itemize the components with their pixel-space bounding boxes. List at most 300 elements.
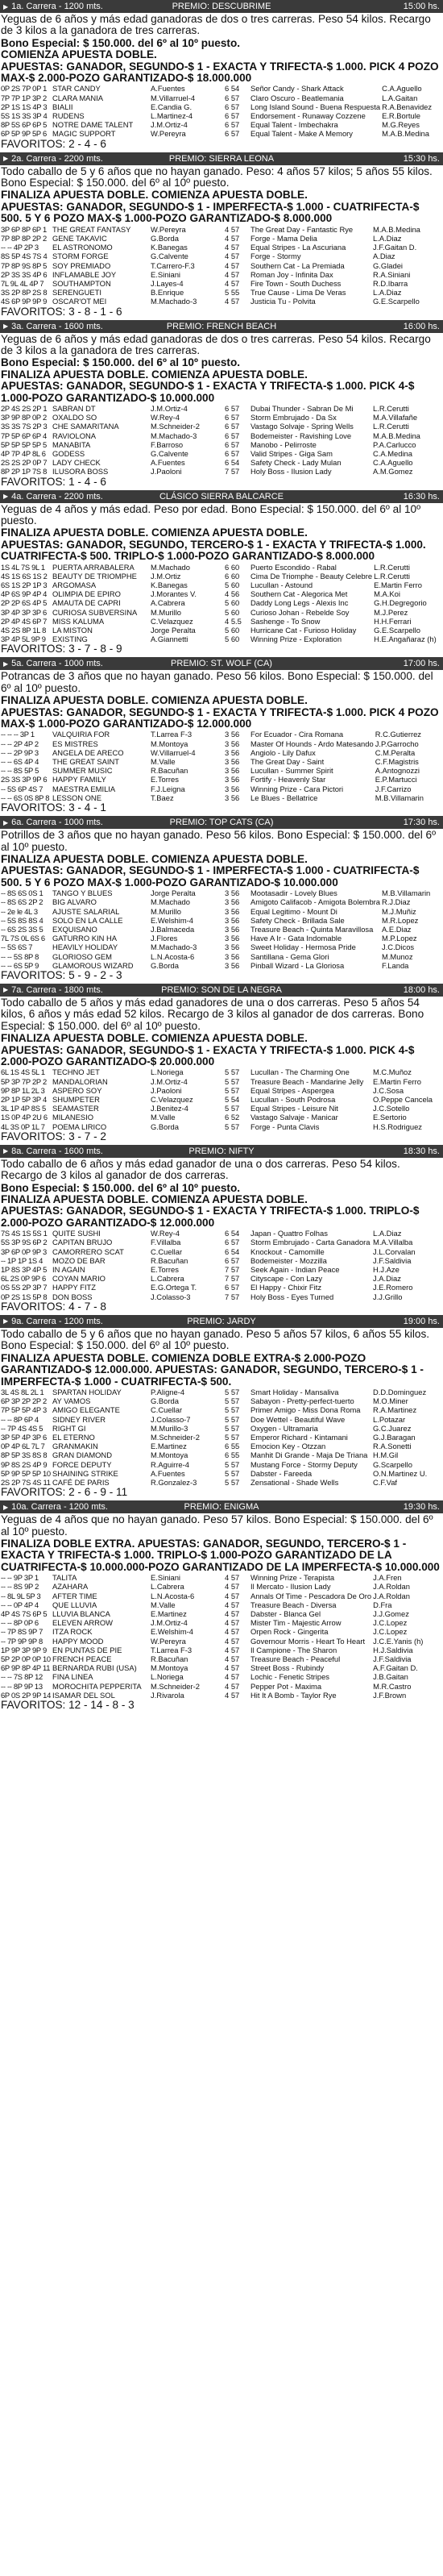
age-weight: 5 57 [225,1459,240,1469]
age-weight: 4 57 [225,1627,240,1637]
entry-row [0,1424,443,1433]
recent-form: -- 8S 6S 0S 1 [1,888,43,898]
recent-form: 2P 2P 6S 4P 5 [1,598,48,608]
age-weight: 3 56 [225,934,240,943]
age-weight: 6 57 [225,422,240,431]
horse-name: SHUMPETER [52,1095,100,1104]
entry-row [0,288,443,297]
horse-name: ILUSORA BOSS [52,467,109,476]
jockey: J.Layes-4 [151,278,184,288]
jockey: C.Velazquez [151,616,193,626]
jockey: M.Machado-3 [151,297,197,306]
trainer: C.M.Peralta [375,747,416,757]
age-weight: 6 57 [225,120,240,130]
entry-row [0,1229,443,1238]
trainer: E.R.Bortule [382,111,420,121]
trainer: P.A.Carlucco [373,439,416,449]
recent-form: -- 8L 9L 5P 3 [1,1591,41,1600]
pedigree: Mister Tim - Majestic Arrow [250,1618,342,1628]
race-betting-info: Bono Especial: $ 150.000. del 6º al 10º puesto. COMIENZA APUESTA DOBLE. APUESTAS: GANADOR, SEGUNDO-$ 1 - EXACTA Y TRIFECTA-$ 1.000. PICK 4 POZO MAX-$ 2.000-POZO GARANTIZADO-$ 18.000.000 [1,36,439,85]
age-weight: 6 57 [225,1255,240,1265]
entries-table [0,404,443,476]
race-number: 3a. Carrera - 1600 mts. [11,321,103,331]
trainer: J.A.Fren [373,1573,402,1583]
entry-row [0,297,443,306]
pedigree: Lucullan - The Charming One [250,1067,350,1077]
jockey: E.Welshim-4 [151,915,193,925]
recent-form: 7S 4S 1S 5S 1 [1,1229,48,1238]
entry-row [0,111,443,120]
age-weight: 4 57 [225,1600,240,1609]
age-weight: 3 56 [225,784,240,793]
horse-name: GRAN DIAMOND [52,1450,112,1460]
pedigree: Oxygen - Ultramaria [250,1423,318,1433]
race-betting-info: FINALIZA APUESTA DOBLE. COMIENZA DOBLE EXTRA-$ 2.000-POZO GARANTIZADO-$ 12.000.000. APUESTAS: GANADOR, SEGUNDO, TERCERO-$ 1 - IMPERFECTA-$ 1.000 - CUATRIFECTA-$ 500. [1,1351,424,1388]
favorites-line: FAVORITOS: 3 - 7 - 8 - 9 [1,643,122,655]
trainer: J.C.Sotello [373,1104,410,1113]
race-header-bar [0,984,443,997]
pedigree: Lucullan - Summer Spirit [250,766,333,776]
jockey: Jorge Peralta [151,626,196,635]
recent-form: -- -- 9P 3P 1 [1,1573,39,1583]
trainer: H.H.Ferrari [374,616,412,626]
jockey: J.M.Ortiz-4 [151,403,188,413]
age-weight: 6 60 [225,562,240,572]
horse-name: ASPERO SOY [52,1085,102,1095]
horse-name: ANGELA DE ARECO [52,747,124,757]
entry-row [0,617,443,626]
jockey: J.Paoloni [151,1085,182,1095]
recent-form: -- -- 7S 8P 12 [1,1672,43,1682]
age-weight: 6 57 [225,102,240,111]
age-weight: 4 57 [225,1663,240,1673]
pedigree: Amigoto Califacob - Amigota Bolembra [250,897,381,907]
trainer: G.E.Scarpello [373,297,420,306]
age-weight: 5 60 [225,626,240,635]
jockey: C.Velazquez [151,1095,193,1104]
recent-form: 4P 4S 7S 6P 5 [1,1608,48,1618]
recent-form: 4P 7P 4P 8L 6 [1,448,46,458]
entry-row [0,1113,443,1122]
trainer: M.A.Koi [374,589,400,599]
race-section [0,1145,443,1315]
arrow-right-icon: ▶ [3,660,9,668]
arrow-right-icon: ▶ [3,986,9,994]
jockey: L.N.Acosta-6 [151,1591,195,1600]
entry-row [0,1388,443,1396]
recent-form: 7P 7P 1P 3P 2 [1,93,47,102]
race-prize: PREMIO: SON DE LA NEGRA [161,984,282,995]
jockey: M.Murillo [151,607,182,617]
arrow-right-icon: ▶ [3,1147,9,1155]
jockey: L.Noriega [151,1067,184,1077]
jockey: R.Bacuñan [151,766,188,776]
pedigree: Pepper Pot - Maxima [250,1681,322,1691]
jockey: L.N.Acosta-6 [151,951,195,961]
jockey: F.J.Leigna [151,784,185,793]
jockey: G.Calvente [151,252,188,261]
recent-form: -- -- 2P 9P 3 [1,747,39,757]
race-conditions: Yeguas de 6 años y más edad ganadoras de dos o tres carreras. Peso 54 kilos. Recargo de 3 kilos a la ganadora de tres carreras. [1,13,431,37]
horse-name: IN AGAIN [52,1265,85,1275]
recent-form: -- -- 8P 9P 13 [1,1681,43,1691]
trainer: M.B.Villamarin [382,888,431,898]
favorites-line: FAVORITOS: 3 - 4 - 1 [1,801,106,814]
age-weight: 5 57 [225,1414,240,1424]
recent-form: -- -- 6S 0S 8P 8 [1,793,50,802]
trainer: C.A.Medina [373,448,412,458]
trainer: R.J.Diaz [382,897,411,907]
pedigree: True Cause - Lima De Veras [250,288,346,298]
horse-name: MANABITA [52,439,91,449]
pedigree: Manobo - Pelirroste [250,439,317,449]
horse-name: FRENCH PEACE [52,1654,112,1663]
entries-table [0,1229,443,1301]
horse-name: SOUTHAMPTON [52,278,111,288]
recent-form: 3L 4S 8L 2L 1 [1,1387,44,1396]
horse-name: HAPPY FITZ [52,1283,97,1292]
jockey: M.Villarruel-4 [151,93,196,102]
trainer: L.R.Cerutti [374,571,410,581]
pedigree: Cima De Triomphe - Beauty Celebre [250,571,373,581]
horse-name: NOTRE DAME TALENT [52,120,134,130]
race-time: 18:00 hs. [403,984,440,995]
trainer: R.C.Gutierrez [375,730,421,739]
age-weight: 3 56 [225,766,240,776]
favorites-line: FAVORITOS: 5 - 9 - 2 - 3 [1,968,122,981]
trainer: J.C.Lopez [373,1627,408,1637]
pedigree: Storm Embrujado - Da Sx [250,413,337,422]
race-betting-info: Bono Especial: $ 150.000. del 6º al 10º puesto. FINALIZA APUESTA DOBLE. COMIENZA APUESTA DOBLE. APUESTAS: GANADOR, SEGUNDO-$ 1 - EXACTA Y TRIFECTA-$ 1.000. PICK 4-$ 1.000-POZO GARANTIZADO-$ 10.000.000 [1,356,415,404]
trainer: H.S.Rodriguez [373,1122,422,1131]
race-number: 9a. Carrera - 1200 mts. [11,1316,103,1326]
horse-name: DON BOSS [52,1292,93,1301]
trainer: M.A.B.Medina [373,224,420,234]
pedigree: Annals Of Time - Pescadora De Oro [250,1591,372,1600]
pedigree: Holy Boss - Ilusion Lady [250,467,332,476]
horse-name: AMIGO ELEGANTE [52,1405,120,1415]
trainer: C.A.Aguello [382,84,422,94]
recent-form: -- -- 8P 0P 6 [1,1618,39,1628]
pedigree: Daddy Long Legs - Alexis Inc [250,598,349,608]
race-conditions: Todo caballo de 6 años y más edad ganador de una o dos carreras. Peso 54 kilos. Recargo de 3 kilos al ganador de dos carreras. [1,1157,400,1182]
entry-row [0,757,443,766]
age-weight: 6 54 [225,458,240,468]
entry-row [0,1283,443,1292]
horse-name: POEMA LIRICO [52,1122,107,1131]
pedigree: Claro Oscuro - Beatlemania [250,93,344,102]
horse-name: ITZA ROCK [52,1627,93,1637]
trainer: J.C.Dicos [382,943,415,952]
pedigree: Puerto Escondido - Rabal [250,562,337,572]
age-weight: 3 56 [225,943,240,952]
race-betting-info: FINALIZA APUESTA DOBLE. COMIENZA APUESTA DOBLE. APUESTAS: GANADOR, SEGUNDO, TERCERO-$ 1 - EXACTA Y TRIFECTA-$ 1.000. CUATRIFECTA-$ 500. TRIPLO-$ 1.000-POZO GARANTIZADO-$ 8.000.000 [1,526,426,563]
age-weight: 4 5.5 [225,616,242,626]
entry-row [0,458,443,467]
horse-name: INFLAMABLE JOY [52,269,117,279]
entry-row [0,784,443,793]
race-prize: PREMIO: FRENCH BEACH [166,321,277,331]
recent-form: 4S 6P 9P 9P 9 [1,297,48,306]
trainer: H.E.Angañaraz (h) [374,635,437,644]
entry-row [0,897,443,906]
recent-form: 3P 6P 8P 6P 1 [1,224,47,234]
jockey: W.Pereyra [151,1636,186,1646]
horse-name: TANGO Y BLUES [52,888,113,898]
entry-row [0,739,443,748]
age-weight: 4 57 [225,269,240,279]
pedigree: Winning Prize - Cara Pictori [250,784,344,793]
jockey: R.Gonzalez-3 [151,1477,197,1487]
horse-name: THE GREAT FANTASY [52,224,131,234]
jockey: M.Schneider-2 [151,1681,200,1691]
race-conditions: Todo caballo de 5 años y más edad ganadores de una o dos carreras. Peso 5 años 54 kilos, 6 años y más edad 52 kilos. Recargo de 3 kilos al ganador de dos carreras. Bono Especial: $ 150.000. del 6º al 10º puesto. [1,996,424,1032]
pedigree: Emperor Richard - Kintamani [250,1432,348,1442]
horse-name: GENE TAKAVIC [52,233,107,243]
jockey: J.Balmaceda [151,924,195,934]
entries-table [0,730,443,802]
horse-name: GATURRO KIN HA [52,934,118,943]
jockey: E.Candia G. [151,102,193,111]
horse-name: RUDENS [52,111,85,121]
entry-row [0,730,443,739]
age-weight: 4 57 [225,1672,240,1682]
jockey: L.Noriega [151,1672,184,1682]
trainer: A.Diaz [373,252,395,261]
age-weight: 6 57 [225,403,240,413]
trainer: H.M.Gil [373,1450,399,1460]
jockey: A.Giannetti [151,635,188,644]
pedigree: Sashenge - To Snow [250,616,321,626]
pedigree: Winning Prize - Exploration [250,635,342,644]
age-weight: 3 56 [225,775,240,784]
trainer: M.J.Perez [374,607,408,617]
jockey: E.Welshim-4 [151,1627,193,1637]
jockey: M.Montoya [151,739,188,748]
pedigree: Smart Holiday - Mansaliva [250,1387,339,1396]
recent-form: 8P 5P 3S 8S 8 [1,1450,48,1460]
recent-form: 3P 6P 0P 9P 3 [1,1246,47,1256]
recent-form: 6P 3P 2P 2P 2 [1,1396,47,1406]
trainer: J.A.Roldan [373,1582,410,1592]
jockey: Jorge Peralta [151,888,196,898]
age-weight: 6 57 [225,431,240,440]
pedigree: Fire Town - South Duchess [250,278,342,288]
horse-name: AY VAMOS [52,1396,91,1406]
jockey: B.Enrique [151,288,184,298]
pedigree: Hurricane Cat - Furioso Holiday [250,626,357,635]
recent-form: 2P 1P 5P 3P 4 [1,1095,47,1104]
jockey: M.Murillo-3 [151,1423,188,1433]
horse-name: EL ETERNO [52,1432,95,1442]
entry-row [0,1104,443,1113]
recent-form: -- 7P 4S 4S 5 [1,1423,43,1433]
trainer: G.E.Scarpello [374,626,420,635]
age-weight: 3 56 [225,747,240,757]
age-weight: 6 54 [225,84,240,94]
recent-form: 3P 5P 4P 3P 6 [1,1432,47,1442]
trainer: J.C.E.Yanis (h) [373,1636,424,1646]
horse-name: ELEVEN ARROW [52,1618,114,1628]
horse-name: CLARA MANIA [52,93,104,102]
jockey: M.Machado [151,897,190,907]
recent-form: -- -- 6S 4P 4 [1,757,39,767]
age-weight: 5 57 [225,1432,240,1442]
trainer: A.Antognozzi [375,766,420,776]
horse-name: MOROCHITA PEPPERITA [52,1681,142,1691]
pedigree: Treasure Beach - Diversa [250,1600,337,1609]
entry-row [0,1238,443,1246]
jockey: G.Borda [151,233,179,243]
horse-name: OLIMPIA DE EPIRO [52,589,121,599]
trainer: R.A.Siniani [373,269,411,279]
pedigree: Mustang Force - Stormy Deputy [250,1459,358,1469]
age-weight: 4 57 [225,1645,240,1654]
age-weight: 4 57 [225,297,240,306]
jockey: L.Cabrera [151,1274,184,1284]
race-section [0,320,443,490]
entry-row [0,925,443,934]
recent-form: 5P 3P 7P 2P 2 [1,1076,47,1086]
trainer: J.F.Saldivia [373,1255,412,1265]
recent-form: 5P 9P 5P 5P 10 [1,1468,51,1478]
trainer: O.Peppe Cancela [373,1095,433,1104]
race-section [0,984,443,1145]
trainer: E.P.Martucci [375,775,417,784]
race-time: 17:30 hs. [403,818,440,828]
recent-form: 0P 2S 1S 5P 8 [1,1292,48,1301]
recent-form: -- 7P 8S 9P 7 [1,1627,43,1637]
jockey: R.Bacuñan [151,1654,188,1663]
recent-form: 7P 5P 5P 4P 3 [1,1405,47,1415]
age-weight: 7 57 [225,1265,240,1275]
horse-name: CHE SAMARITANA [52,422,119,431]
age-weight: 4 57 [225,1618,240,1628]
pedigree: Endorsement - Runaway Cozzene [250,111,366,121]
race-header-bar [0,320,443,333]
pedigree: Forge - Punta Clavis [250,1122,320,1131]
age-weight: 4 57 [225,1573,240,1583]
horse-name: CAPITAN BRUJO [52,1238,113,1247]
pedigree: Governour Morris - Heart To Heart [250,1636,366,1646]
trainer: G.H.Degregorio [374,598,427,608]
pedigree: Zensational - Shade Wells [250,1477,339,1487]
pedigree: Have A Ir - Gata Indomable [250,934,342,943]
entry-row [0,598,443,607]
favorites-line: FAVORITOS: 12 - 14 - 8 - 3 [1,1699,135,1712]
recent-form: 7L 9L 4L 4P 7 [1,278,44,288]
horse-name: AJUSTE SALARIAL [52,906,120,916]
race-prize: PREMIO: JARDY [187,1316,256,1326]
age-weight: 4 57 [225,278,240,288]
jockey: W.Rey-4 [151,1229,180,1238]
race-betting-info: FINALIZA DOBLE EXTRA. APUESTAS: GANADOR, SEGUNDO, TERCERO-$ 1 - EXACTA Y TRIFECTA-$ 1.000. TRIPLO-$ 1.000-POZO GARANTIZADO DE LA CUATRIFECTA-$ 10.000.000-POZO GARANTIZADO DE LA IMPERFECTA-$ 10.000.000 [1,1537,440,1573]
jockey: J.Morantes V. [151,589,197,599]
entry-row [0,888,443,897]
jockey: W.Pereyra [151,129,186,139]
recent-form: -- -- 8S 9P 2 [1,1582,39,1592]
entry-row [0,120,443,129]
jockey: C.Cuellar [151,1246,183,1256]
entry-row [0,1469,443,1478]
horse-name: LLUVIA BLANCA [52,1608,110,1618]
horse-name: GLORIOSO GEM [52,951,112,961]
horse-name: BIG ALVARO [52,897,97,907]
entry-row [0,1600,443,1609]
race-conditions: Potrillos de 3 años que no hayan ganado. Peso 56 kilos. Bono Especial: $ 150.000. del 6º al 10º puesto. [1,829,437,853]
horse-name: QUITE SUSHI [52,1229,101,1238]
horse-name: STAR CANDY [52,84,101,94]
pedigree: Il Mercato - Ilusion Lady [250,1582,331,1592]
entry-row [0,102,443,111]
jockey: M.Murillo [151,906,182,916]
age-weight: 3 56 [225,960,240,970]
age-weight: 5 57 [225,1104,240,1113]
trainer: M.A.Villalba [373,1238,413,1247]
age-weight: 3 56 [225,793,240,802]
age-weight: 7 57 [225,1292,240,1301]
favorites-line: FAVORITOS: 3 - 8 - 1 - 6 [1,305,122,318]
recent-form: 3S 3S 7S 2P 3 [1,422,48,431]
horse-name: LA MISTON [52,626,93,635]
horse-name: TALITA [52,1573,77,1583]
horse-name: SHAINING STRIKE [52,1468,118,1478]
recent-form: 2P 4P 4S 6P 7 [1,616,48,626]
trainer: G.Scarpello [373,1459,412,1469]
recent-form: -- 6S 2S 3S 5 [1,924,43,934]
entries-table [0,1573,443,1700]
jockey: W.Villarruel-4 [151,747,196,757]
trainer: J.E.Romero [373,1283,413,1292]
entry-row [0,94,443,102]
recent-form: 2S 3S 3P 9P 6 [1,775,48,784]
trainer: J.F.Gaitan D. [373,243,417,252]
recent-form: 6L 1S 4S 5L 1 [1,1067,45,1077]
pedigree: Holy Boss - Eyes Turned [250,1292,334,1301]
trainer: G.C.Juarez [373,1423,412,1433]
trainer: M.Munoz [382,951,413,961]
race-header-bar [0,1315,443,1328]
entry-row [0,1460,443,1469]
trainer: M.B.Villamarin [375,793,424,802]
jockey: J.Flores [151,934,178,943]
horse-name: LADY CHECK [52,458,101,468]
arrow-right-icon: ▶ [3,818,9,826]
horse-name: SERENGUETI [52,288,101,298]
horse-name: SPARTAN HOLIDAY [52,1387,122,1396]
pedigree: Storm Embrujado - Carta Ganadora [250,1238,371,1247]
recent-form: 4P 6S 9P 4P 4 [1,589,48,599]
race-number: 7a. Carrera - 1800 mts. [11,984,103,995]
jockey: M.Valle [151,1600,176,1609]
age-weight: 3 56 [225,915,240,925]
age-weight: 6 57 [225,1238,240,1247]
jockey: E.Siniani [151,269,181,279]
race-header-bar [0,1145,443,1158]
entry-row [0,766,443,775]
horse-name: MANDALORIAN [52,1076,108,1086]
horse-name: CAFÉ DE PARIS [52,1477,110,1487]
race-prize: PREMIO: DESCUBRIME [172,2,271,11]
race-prize: PREMIO: SIERRA LEONA [168,153,275,164]
race-number: 10a. Carrera - 1200 mts. [11,1502,108,1513]
pedigree: Mootasadir - Lovely Blues [250,888,337,898]
trainer: E.Martin Ferro [374,581,423,590]
entry-row [0,1682,443,1691]
entry-row [0,449,443,458]
trainer: J.F.Brown [373,1690,407,1700]
favorites-line: FAVORITOS: 2 - 6 - 9 - 11 [1,1486,128,1499]
